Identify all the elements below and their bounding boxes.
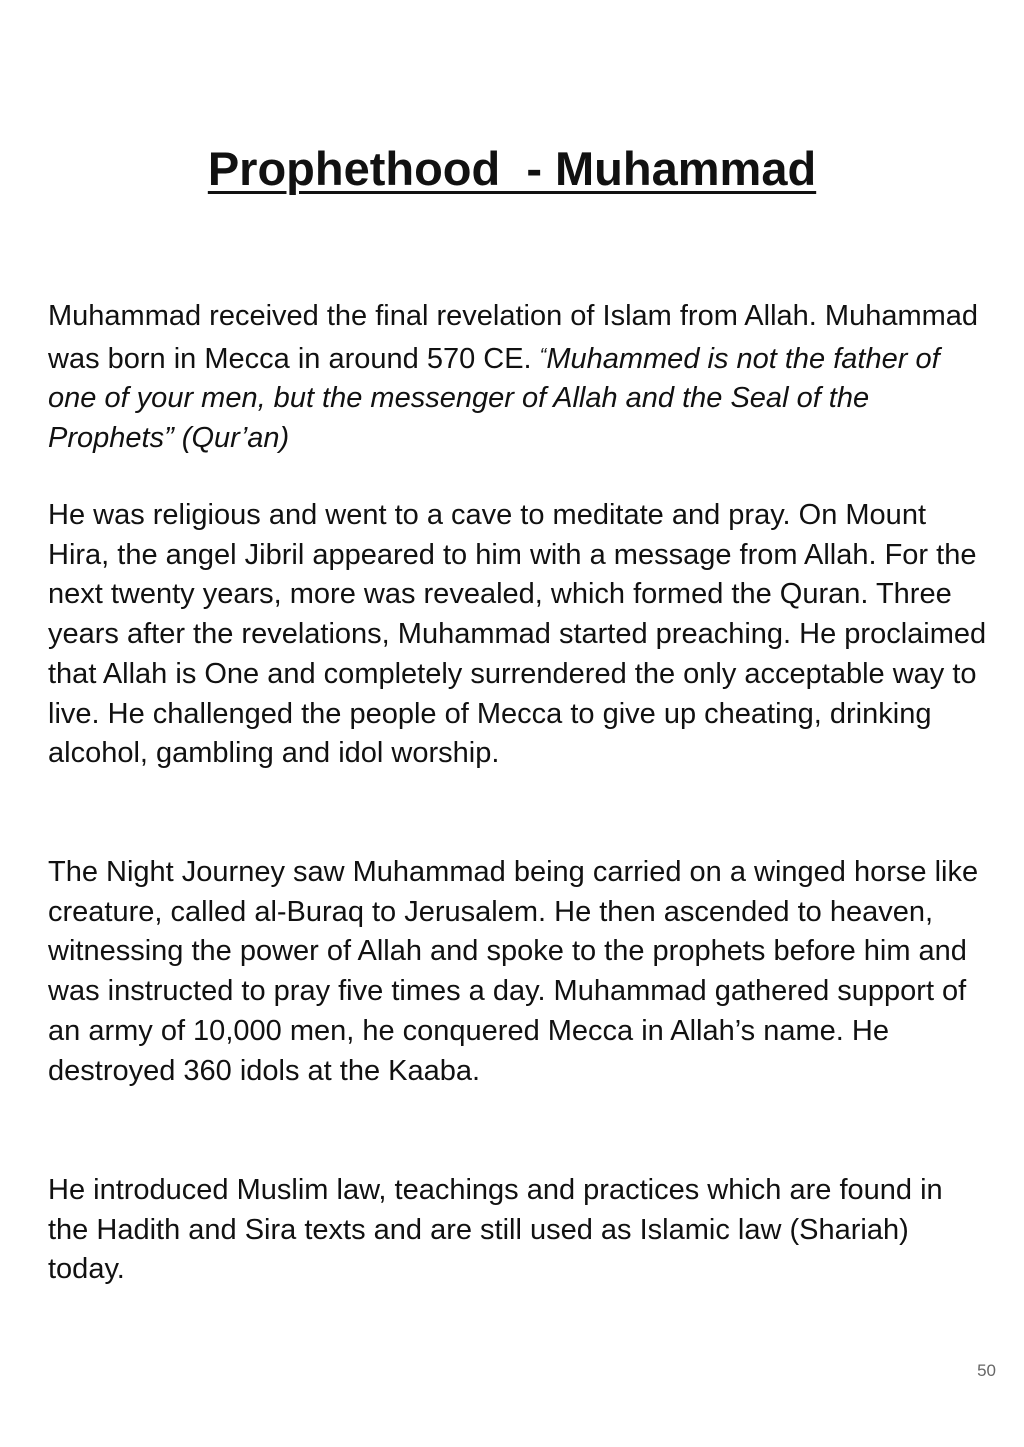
quran-quote: Muhammed is not the father of one of your men, but the messenger of Allah and the Seal of the Prophets” (Qur’an) <box>48 342 940 455</box>
paragraph-revelation: He was religious and went to a cave to meditate and pray. On Mount Hira, the angel Jibril appeared to him with a message from Allah. For the next twenty years, more was revealed, which formed the Quran. Three years after the revelations, Muhammad started preaching. He proclaimed that Allah is One and completely surrendered the only acceptable way to live. He challenged the people of Mecca to give up cheating, drinking alcohol, gambling and idol worship. <box>48 499 987 770</box>
paragraph-night-journey: The Night Journey saw Muhammad being carried on a winged horse like creature, called al-Buraq to Jerusalem. He then ascended to heaven, witnessing the power of Allah and spoke to the prophets before him and was instructed to pray five times a day. Muhammad gathered support of an army of 10,000 men, he conquered Mecca in Allah’s name. He destroyed 360 idols at the Kaaba. <box>48 856 979 1087</box>
page-title-text: Prophethood - Muhammad <box>207 142 817 195</box>
intro-text: Muhammad received the final revelation of Islam from Allah. Muhammad was born in Mecca in around 570 CE. <box>48 300 979 375</box>
page-number: 50 <box>977 1361 996 1380</box>
paragraph-introduction <box>48 297 988 459</box>
page-title <box>0 138 1024 200</box>
paragraph-muslim-law: He introduced Muslim law, teachings and practices which are found in the Hadith and Sira texts and are still used as Islamic law (Shariah) today. <box>48 1174 943 1286</box>
quote-open-mark: “ <box>539 344 547 367</box>
